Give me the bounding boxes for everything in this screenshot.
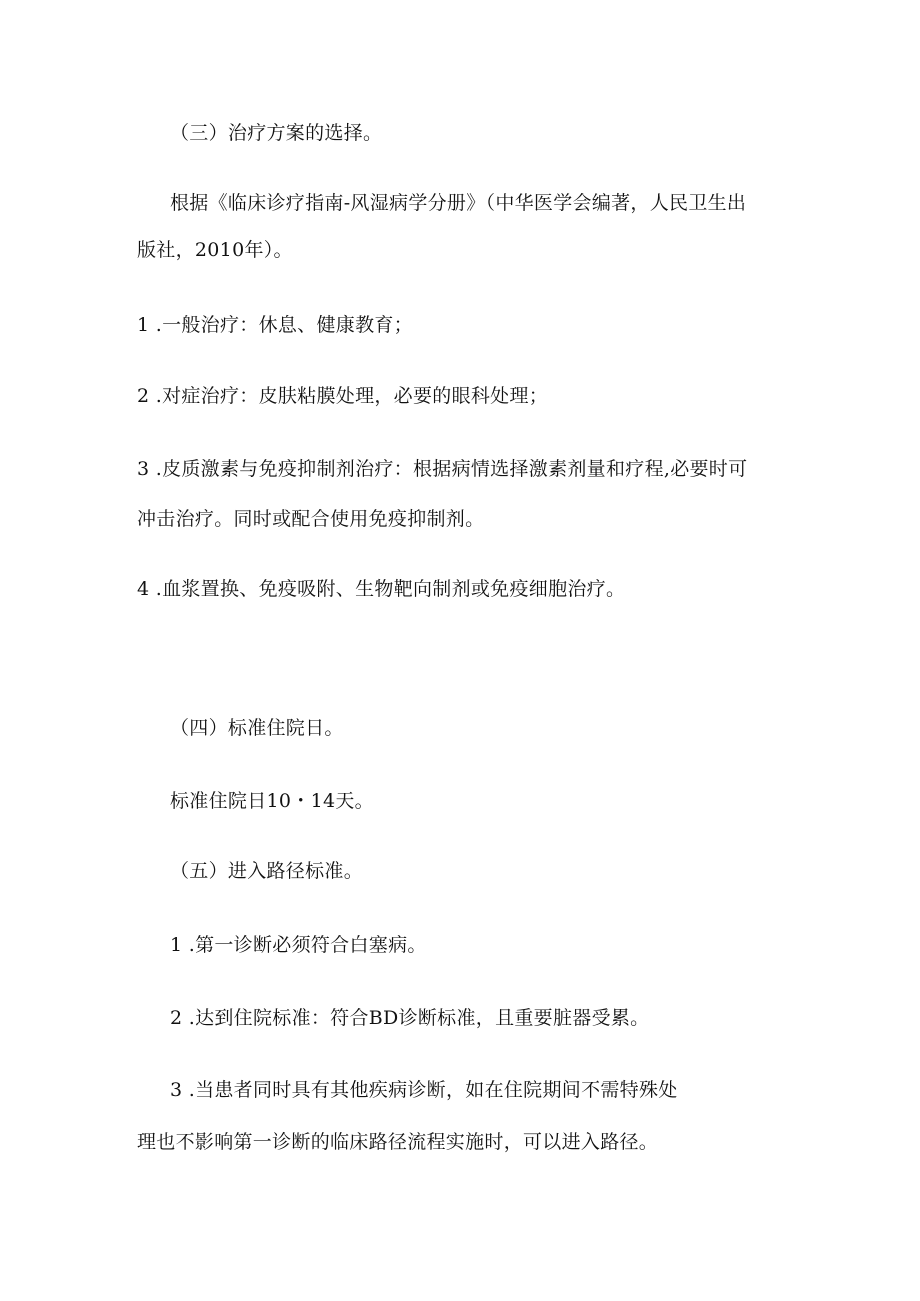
section-4-heading: （四）标准住院日。 (170, 717, 344, 739)
section-5-item-3: 3 .当患者同时具有其他疾病诊断，如在住院期间不需特殊处 (170, 1079, 678, 1101)
section-5-item-1: 1 .第一诊断必须符合白塞病。 (170, 934, 427, 956)
section-3-heading: （三）治疗方案的选择。 (170, 122, 383, 144)
section-3-item-2: 2 .对症治疗：皮肤粘膜处理，必要的眼科处理； (137, 385, 549, 407)
section-4-body: 标准住院日10・14天。 (170, 790, 374, 812)
section-3-intro-line-1: 根据《临床诊疗指南-风湿病学分册》（中华医学会编著，人民卫生出 (170, 192, 747, 214)
section-3-item-4: 4 .血浆置换、免疫吸附、生物靶向制剂或免疫细胞治疗。 (137, 578, 626, 600)
section-5-item-3-continued: 理也不影响第一诊断的临床路径流程实施时，可以进入路径。 (137, 1131, 659, 1153)
section-3-intro-line-2: 版社，2010年）。 (137, 239, 293, 261)
section-3-item-1: 1 .一般治疗：休息、健康教育； (137, 314, 413, 336)
section-3-item-3: 3 .皮质激素与免疫抑制剂治疗：根据病情选择激素剂量和疗程,必要时可 (137, 458, 748, 480)
section-5-item-2: 2 .达到住院标准：符合BD诊断标准，且重要脏器受累。 (170, 1007, 650, 1029)
section-5-heading: （五）进入路径标准。 (170, 860, 364, 882)
section-3-item-3-continued: 冲击治疗。同时或配合使用免疫抑制剂。 (137, 508, 485, 530)
